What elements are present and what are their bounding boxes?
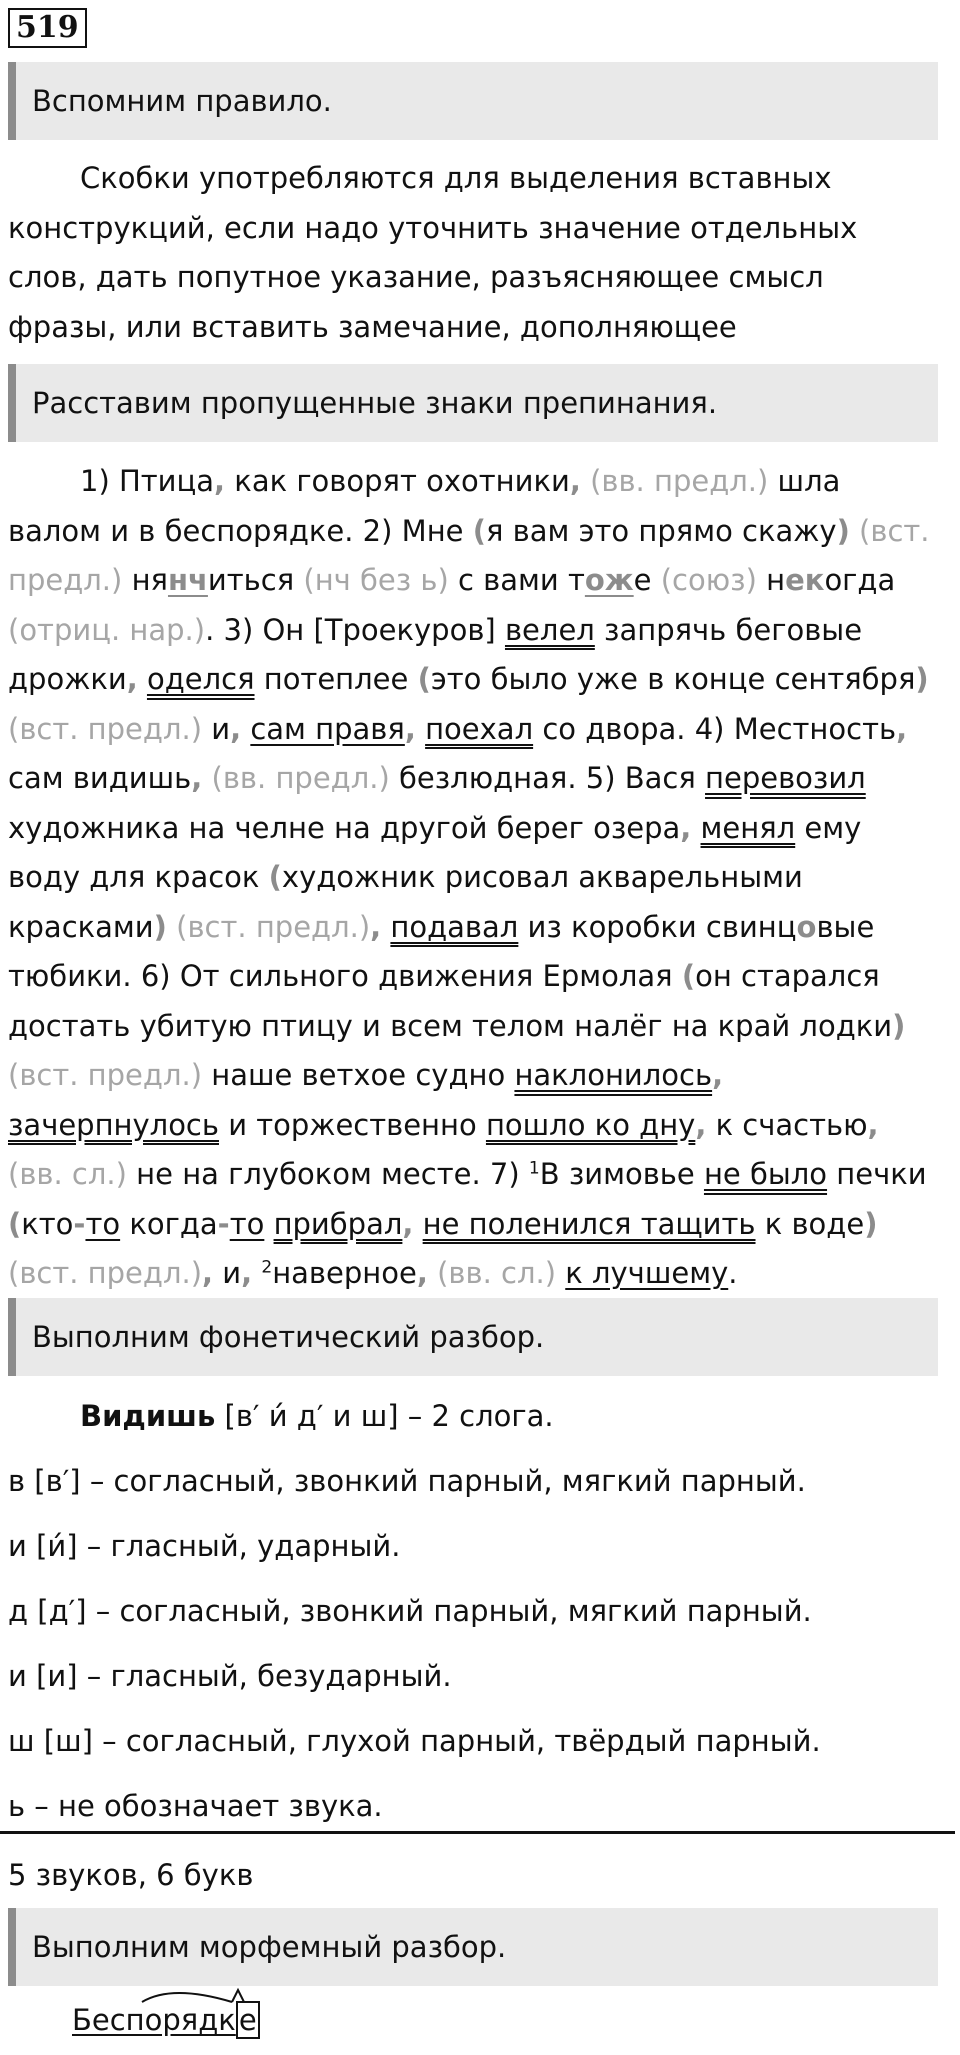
predicate-velel: велел [504, 612, 595, 647]
punctuation-comma: , [230, 711, 242, 746]
phonetic-summary: 5 звуков, 6 букв [8, 1858, 254, 1892]
punctuation-comma: , [680, 810, 692, 845]
punctuation-paren-open: ( [472, 513, 486, 548]
text-fragment: вые тюбики. 6) От сильного движения Ермолая [8, 909, 875, 993]
text-fragment: иться [207, 563, 295, 597]
punctuation-comma: , [896, 711, 908, 746]
phonetic-transcription: [в′ и́ д′ и ш] – 2 слога. [215, 1399, 554, 1433]
text-fragment: к счастью [706, 1107, 868, 1142]
predicate-poshlo: пошло ко дну [485, 1107, 696, 1142]
word-stem: Беспорядк [72, 2003, 236, 2037]
predicate-ne-polenilsya: не поленился тащить [422, 1206, 756, 1241]
phonetic-heading-line [8, 1396, 554, 1436]
grammar-note: (нч без ь) [303, 563, 449, 597]
punctuation-comma: , [712, 1058, 724, 1092]
text-fragment: не на глубоком месте. 7) [126, 1157, 529, 1191]
rule-text: Скобки употребляются для выделения вставных конструкций, если надо уточнить значение отдельных слов, дать попутное указание, разъясняющее смысл фразы, или вставить замечание, дополняющее [8, 161, 858, 344]
grammar-note: (вв. сл.) [8, 1157, 127, 1191]
phonetic-line: и [и́] – гласный, ударный. [8, 1529, 401, 1563]
exercise-text [8, 457, 938, 1299]
punctuation-comma: , [202, 1256, 214, 1290]
text-fragment: из коробки свинц [518, 909, 797, 944]
punctuation-paren-close: ) [864, 1206, 878, 1241]
text-fragment: н [766, 563, 786, 597]
predicate-poehal: поехал [425, 711, 534, 746]
text-fragment: со двора. 4) Местность [533, 711, 897, 746]
predicate-pribral: прибрал [273, 1206, 403, 1241]
morpheme-breakdown [72, 2000, 260, 2040]
particle-to: то [85, 1206, 121, 1241]
text-fragment: огда [824, 563, 896, 597]
grammar-note: (вст. предл.) [8, 711, 203, 746]
grammar-note: (вст. предл.) [176, 909, 371, 944]
punctuation-comma: , [695, 1107, 707, 1142]
punctuation-paren-open: ( [681, 959, 696, 993]
text-fragment: . [728, 1256, 738, 1290]
text-fragment: и торжественно [218, 1107, 486, 1142]
hyphen: - [73, 1206, 86, 1241]
punctuation-comma: , [370, 909, 382, 944]
predicate-perevozil: перевозил [705, 761, 866, 795]
phonetic-line: ь – не обозначает звука. [8, 1789, 383, 1823]
text-fragment: шла валом и в беспорядке. 2) Мне [8, 464, 841, 548]
spelling-o: о [796, 909, 817, 944]
punctuation-comma: , [416, 1256, 428, 1290]
morphemic-header: Выполним морфемный разбор. [8, 1908, 938, 1986]
text-fragment: как говорят охотники [225, 464, 570, 498]
text-fragment: В зимовье [539, 1157, 704, 1191]
punctuation-header: Расставим пропущенные знаки препинания. [8, 364, 938, 442]
punctuation-paren-close: ) [892, 1008, 906, 1043]
text-fragment: и [202, 711, 231, 746]
word-skazhu: скажу [742, 513, 837, 548]
text-fragment: с вами т [448, 563, 585, 597]
divider [0, 1831, 955, 1834]
grammar-note: (союз) [660, 563, 757, 597]
text-fragment: наше ветхое судно [202, 1058, 515, 1092]
text-fragment: когда [120, 1206, 218, 1241]
word-ending: е [236, 2001, 260, 2039]
text-fragment: 1) Птица [80, 464, 215, 498]
text-fragment: и [213, 1256, 242, 1290]
predicate-menyal: менял [700, 810, 796, 845]
grammar-note: (отриц. нар.) [8, 612, 206, 647]
text-fragment: я вам это прямо [485, 513, 743, 548]
punctuation-paren-close: ) [153, 909, 167, 944]
text-fragment: художника на челне на другой берег озера [8, 810, 681, 845]
punctuation-comma: , [402, 1206, 414, 1241]
grammar-note: (вв. сл.) [437, 1256, 557, 1290]
predicate-zacherpnulos: зачерпнулось [8, 1107, 219, 1142]
punctuation-paren-open: ( [268, 860, 282, 894]
phonetic-line: д [д′] – согласный, звонкий парный, мягкий парный. [8, 1594, 812, 1628]
punctuation-comma: , [191, 761, 203, 795]
punctuation-comma: , [569, 464, 581, 498]
text-fragment: это было уже в конце сентября [430, 662, 916, 696]
punctuation-paren-open: ( [417, 662, 431, 696]
text-fragment: е [633, 563, 652, 597]
predicate-odelsya: оделся [146, 662, 255, 696]
punctuation-paren-open: ( [8, 1206, 22, 1241]
text-fragment: . 3) Он [Троекуров] [205, 612, 505, 647]
participle-phrase: сам правя [250, 711, 405, 746]
predicate-ne-bylo: не было [703, 1157, 828, 1191]
root-arc-icon [72, 1984, 262, 2006]
punctuation-paren-close: ) [915, 662, 929, 696]
phonetic-word: Видишь [80, 1399, 216, 1433]
text-fragment: потеплее [254, 662, 418, 696]
punctuation-comma: , [404, 711, 416, 746]
text-fragment: печки [827, 1157, 927, 1191]
rule-header: Вспомним правило. [8, 62, 938, 140]
text-fragment: к воде [755, 1206, 865, 1241]
hyphen: - [217, 1206, 230, 1241]
text-fragment: сам видишь [8, 761, 192, 795]
text-fragment: ня [131, 563, 168, 597]
particle-to: то [229, 1206, 265, 1241]
spelling-ek: ек [785, 563, 825, 597]
spelling-nch: нч [167, 563, 208, 597]
punctuation-comma: , [241, 1256, 253, 1290]
superscript-2: 2 [261, 1257, 273, 1278]
exercise-number: 519 [8, 8, 87, 48]
punctuation-paren-close: ) [836, 513, 850, 548]
punctuation-comma: , [867, 1107, 879, 1142]
grammar-note: (вст. предл.) [8, 513, 930, 597]
grammar-note: (вв. предл.) [211, 761, 390, 795]
punctuation-comma: , [126, 662, 138, 696]
text-fragment: безлюдная. 5) Вася [389, 761, 706, 795]
predicate-naklonilos: наклонилось [514, 1058, 713, 1092]
spelling-ozh: ож [584, 563, 634, 597]
adverbial-luchshemu: к лучшему [565, 1256, 729, 1290]
phonetic-line: в [в′] – согласный, звонкий парный, мягкий парный. [8, 1464, 806, 1498]
text-fragment: художник рисовал акварельными красками [8, 860, 803, 944]
text-fragment: запрячь беговые дрожки [8, 612, 863, 696]
phonetic-line: ш [ш] – согласный, глухой парный, твёрдый парный. [8, 1724, 821, 1758]
grammar-note: (вст. предл.) [8, 1058, 203, 1092]
punctuation-comma: , [214, 464, 226, 498]
phonetic-header: Выполним фонетический разбор. [8, 1298, 938, 1376]
text-fragment: наверное [272, 1256, 417, 1290]
phonetic-line: и [и] – гласный, безударный. [8, 1659, 452, 1693]
grammar-note: (вст. предл.) [8, 1256, 203, 1290]
text-fragment: он старался достать убитую птицу и всем телом налёг на край лодки [8, 959, 893, 1043]
grammar-note: (вв. предл.) [590, 464, 769, 498]
superscript-1: 1 [528, 1158, 540, 1179]
predicate-podaval: подавал [390, 909, 519, 944]
text-fragment: кто [21, 1206, 74, 1241]
text-fragment: ему воду для красок [8, 810, 862, 894]
